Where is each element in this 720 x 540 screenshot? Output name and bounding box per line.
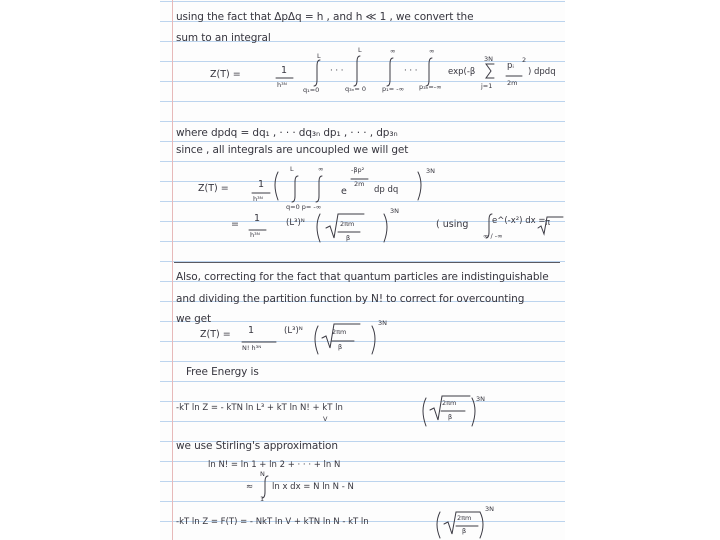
sqrt-denominator: β: [448, 413, 453, 421]
volume-label: V: [323, 415, 328, 423]
aside-using: ( using: [436, 219, 469, 230]
sqrt-denominator: β: [338, 343, 343, 351]
sqrt-denominator: β: [462, 527, 467, 535]
sqrt-sign: [322, 324, 360, 348]
sum-lower-limit: j=1: [481, 82, 493, 90]
equation-lhs: Z(T) =: [198, 183, 229, 194]
exponent: 3N: [378, 319, 387, 327]
equation-lhs: Z(T) =: [210, 69, 241, 80]
differential: dp dq: [374, 185, 399, 195]
volume-term: (L³)ᴺ: [286, 218, 305, 228]
exponent: 2: [522, 56, 527, 64]
exponent-denominator: 2m: [354, 180, 365, 188]
momentum-term: pᵢ: [507, 61, 514, 71]
volume-term: (L³)ᴺ: [284, 326, 303, 336]
paren: [384, 214, 387, 242]
limit-label: ∞ / -∞: [483, 232, 503, 240]
stirling-sum: ln N! = ln 1 + ln 2 + · · · + ln N: [208, 460, 341, 470]
text-line: using the fact that ΔpΔq = h , and h ≪ 1 , we convert the: [176, 11, 474, 23]
exponent: 3N: [485, 505, 494, 513]
limit-label: ∞: [429, 47, 435, 55]
sum-sign: [486, 64, 494, 78]
integral-sign: [314, 60, 320, 86]
exp-term: exp(-β: [448, 67, 476, 77]
stirling-integral: ln x dx = N ln N - N: [272, 482, 354, 492]
limit-label: L: [290, 165, 294, 173]
limit-label: 1: [260, 495, 265, 503]
paren: [372, 326, 375, 354]
sqrt-sign: [326, 214, 364, 238]
exponent: 3N: [390, 207, 399, 215]
limit-label: L: [358, 46, 362, 54]
fraction-denominator: h³ᴺ: [277, 81, 287, 89]
ellipsis: · · ·: [404, 66, 418, 76]
math-strokes: [160, 0, 565, 540]
lined-notebook-page: [160, 0, 565, 540]
paren: [423, 398, 426, 426]
paren: [315, 326, 318, 354]
text-line: we get: [176, 313, 212, 325]
paren: [437, 512, 440, 538]
fraction-denominator: h³ᴺ: [253, 195, 263, 203]
fraction-numerator: 1: [258, 179, 265, 190]
final-equation: -kT ln Z = F(T) = - NkT ln V + kTN ln N - kT ln: [176, 517, 369, 527]
sqrt-sign: [538, 217, 563, 234]
text-line: since , all integrals are uncoupled we will get: [176, 144, 409, 156]
fraction-numerator: 1: [281, 65, 288, 76]
integral-sign: [292, 176, 298, 202]
text-line: where dpdq = dq₁ , · · · dq₃ₙ dp₁ , · · · , dp₃ₙ: [176, 127, 398, 139]
sqrt-sign: [430, 396, 470, 420]
text-line: Free Energy is: [186, 366, 259, 378]
paren: [418, 172, 421, 200]
integral-sign: [354, 56, 360, 86]
exponent: 3N: [476, 395, 485, 403]
ellipsis: · · ·: [330, 66, 344, 76]
paren: [472, 398, 475, 426]
approx-sign: ≈: [246, 482, 254, 492]
free-energy-equation: -kT ln Z = - kTN ln L³ + kT ln N! + kT ln: [176, 403, 343, 413]
sqrt-sign: [444, 512, 480, 534]
fraction-numerator: 1: [254, 213, 261, 224]
gaussian-integral: e^(-x²) dx =: [492, 216, 546, 226]
sqrt-denominator: β: [346, 234, 351, 242]
sum-upper-limit: 3N: [484, 55, 493, 63]
paren: [480, 512, 483, 538]
exp-tail: ) dpdq: [528, 67, 556, 77]
equals-sign: =: [231, 219, 239, 230]
fraction-denominator: h³ᴺ: [250, 231, 260, 239]
sqrt-numerator: 2πm: [340, 220, 355, 228]
exponent-numerator: -βp²: [351, 166, 365, 174]
text-line: sum to an integral: [176, 32, 271, 44]
limit-label: ∞: [390, 47, 396, 55]
limit-label: q=0 p= -∞: [286, 203, 322, 211]
fraction-denominator: N! h³ᴺ: [242, 344, 262, 352]
integral-sign: [486, 214, 492, 238]
integral-sign: [387, 58, 393, 86]
limit-label: p₃ₙ=-∞: [419, 83, 442, 91]
limit-label: ∞: [318, 165, 324, 173]
limit-label: L: [317, 52, 321, 60]
sqrt-numerator: 2πm: [442, 399, 457, 407]
sqrt-numerator: 2πm: [457, 514, 472, 522]
mass-denominator: 2m: [507, 79, 518, 87]
fraction-numerator: 1: [248, 325, 255, 336]
text-line: we use Stirling's approximation: [176, 440, 338, 452]
paren: [317, 214, 320, 242]
integral-sign: [262, 476, 268, 498]
integral-sign: [426, 58, 432, 86]
integral-sign: [316, 176, 322, 202]
limit-label: p₁= -∞: [382, 85, 405, 93]
paren: [275, 172, 278, 200]
limit-label: q₃ₙ= 0: [345, 85, 366, 93]
limit-label: N: [260, 470, 265, 478]
pi-symbol: π: [545, 218, 551, 228]
text-line: Also, correcting for the fact that quantum particles are indistinguishable: [176, 271, 549, 283]
exponential: e: [341, 186, 347, 197]
sqrt-numerator: 2πm: [332, 328, 347, 336]
limit-label: q₁=0: [303, 86, 320, 94]
text-line: and dividing the partition function by N! to correct for overcounting: [176, 293, 525, 305]
exponent: 3N: [426, 167, 435, 175]
equation-lhs: Z(T) =: [200, 329, 231, 340]
